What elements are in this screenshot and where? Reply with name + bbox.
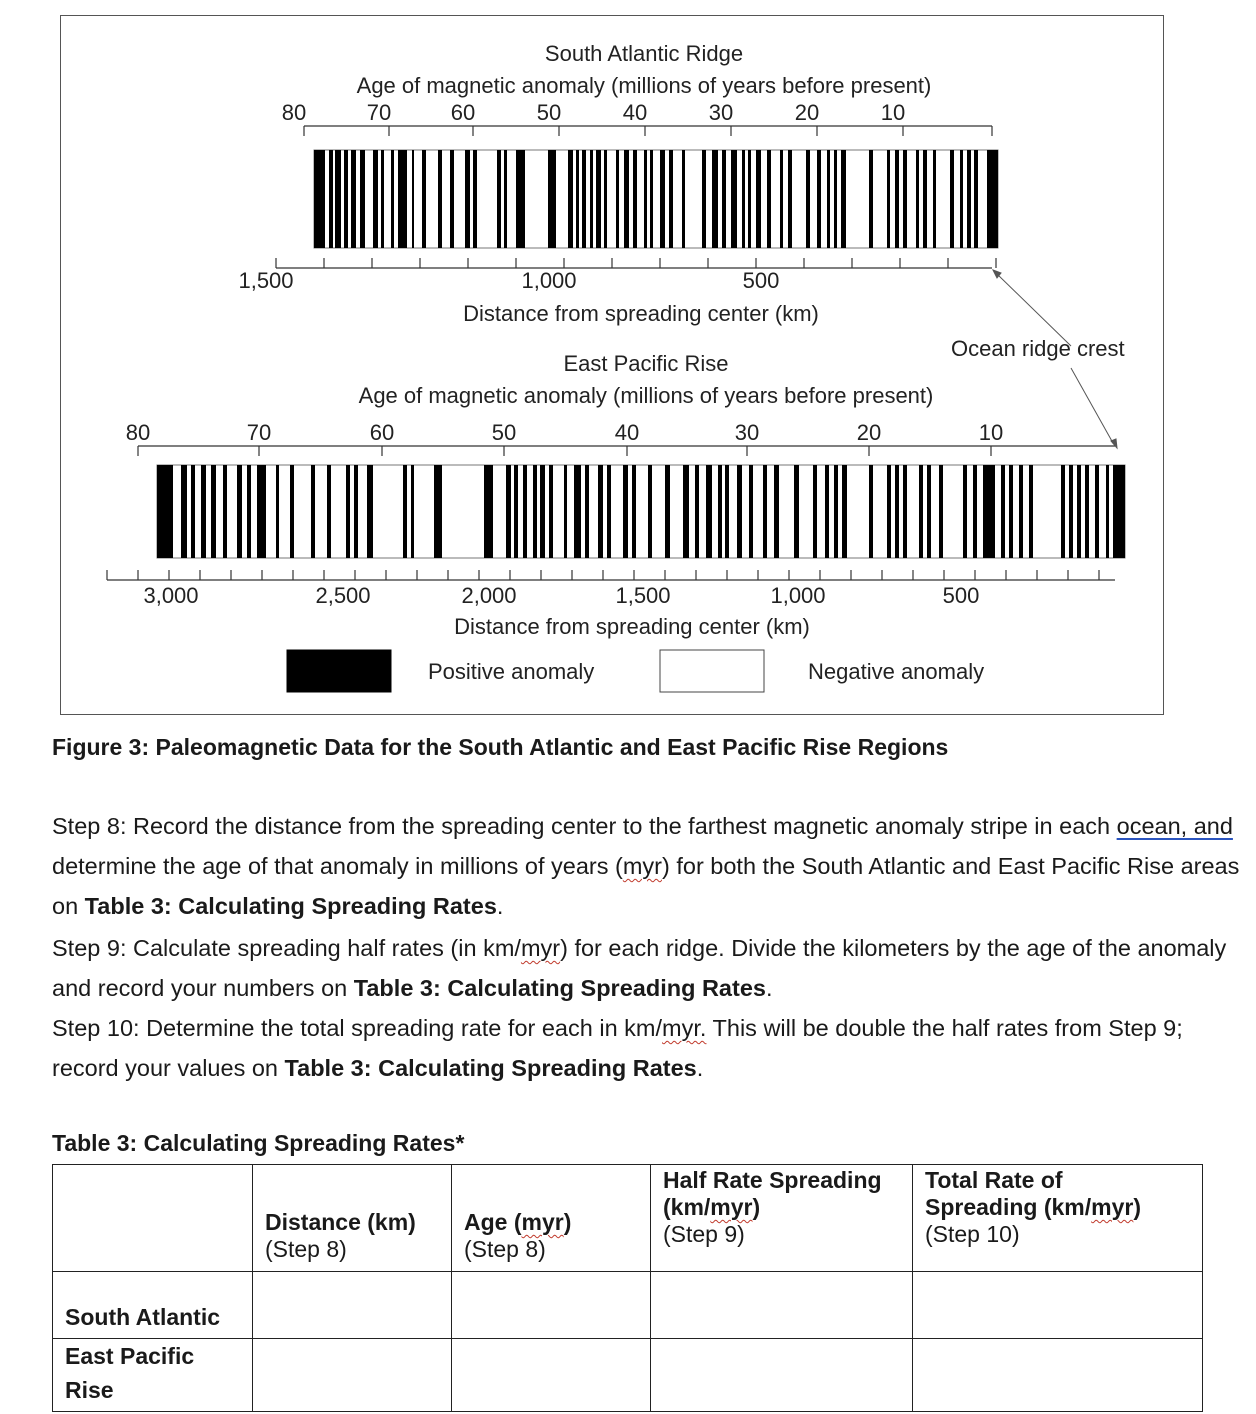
ep-positive-stripe — [887, 465, 891, 558]
sa-anomaly-stripes — [314, 150, 998, 248]
header-total-unit: Spreading (km/ — [925, 1194, 1092, 1220]
ep-positive-stripe — [706, 465, 712, 558]
ep-positive-stripe — [434, 465, 442, 558]
sa-distance-axis — [238, 258, 996, 293]
ep-age-axis-label: Age of magnetic anomaly (millions of years before present) — [358, 383, 934, 408]
step-8-table-ref: Table 3: Calculating Spreading Rates — [84, 893, 497, 919]
ep-distance-tick-label: 2,000 — [461, 583, 517, 608]
figure-svg — [61, 16, 1165, 716]
sa-positive-stripe — [473, 150, 477, 248]
sa-age-axis-label: Age of magnetic anomaly (millions of years before present) — [356, 73, 932, 98]
sa-age-tick-label: 60 — [450, 100, 476, 125]
ep-positive-stripe — [1069, 465, 1073, 558]
sa-positive-stripe — [351, 150, 356, 248]
step-9-myr: myr — [520, 935, 561, 961]
ep-positive-stripe — [1113, 465, 1125, 558]
header-half-close: ) — [752, 1194, 761, 1220]
step-10-table-ref: Table 3: Calculating Spreading Rates — [284, 1055, 697, 1081]
ocean-ridge-crest-label: Ocean ridge crest — [951, 336, 1125, 361]
ep-positive-stripe — [973, 465, 977, 558]
header-total-close: ) — [1133, 1194, 1142, 1220]
sa-positive-stripe — [335, 150, 341, 248]
ep-age-tick-label: 10 — [978, 420, 1004, 445]
ep-positive-stripe — [903, 465, 907, 558]
ep-positive-stripe — [506, 465, 511, 558]
step-10 — [52, 1008, 1242, 1088]
ep-positive-stripe — [737, 465, 742, 558]
row-label-east-pacific: East Pacific Rise — [53, 1339, 253, 1412]
instructions — [52, 806, 1242, 1088]
sa-positive-stripe — [722, 150, 726, 248]
sa-positive-stripe — [967, 150, 971, 248]
ep-age-tick-label: 40 — [614, 420, 640, 445]
step-9 — [52, 928, 1242, 1008]
header-half-step: (Step 9) — [663, 1221, 745, 1247]
sa-positive-stripe — [731, 150, 737, 248]
legend-positive-label: Positive anomaly — [428, 659, 595, 684]
header-distance-step: (Step 8) — [265, 1236, 347, 1262]
ep-age-tick-label: 20 — [856, 420, 882, 445]
sa-positive-stripe — [916, 150, 919, 248]
ep-positive-stripe — [1001, 465, 1005, 558]
ep-positive-stripe — [869, 465, 873, 558]
sa-positive-stripe — [669, 150, 673, 248]
sa-positive-stripe — [960, 150, 963, 248]
sa-age-axis — [282, 100, 992, 136]
step-10-text-b: This will be double the half rates from Step 9; record your values on — [52, 1015, 1183, 1081]
ep-positive-stripe — [564, 465, 567, 558]
header-half-rate — [651, 1165, 913, 1272]
sa-positive-stripe — [869, 150, 873, 248]
sa-positive-stripe — [596, 150, 601, 248]
ep-positive-stripe — [813, 465, 817, 558]
ep-stripe-band — [157, 465, 1125, 558]
sa-positive-stripe — [373, 150, 378, 248]
sa-positive-stripe — [548, 150, 556, 248]
header-distance-label: Distance (km) — [265, 1209, 416, 1235]
ep-age-tick-label: 80 — [125, 420, 151, 445]
sa-positive-stripe — [391, 150, 394, 248]
ep-positive-stripe — [1029, 465, 1033, 558]
ep-positive-stripe — [607, 465, 611, 558]
paleomagnetic-figure — [60, 15, 1164, 715]
sa-positive-stripe — [817, 150, 821, 248]
sa-positive-stripe — [834, 150, 837, 248]
header-age-close: ) — [563, 1209, 572, 1235]
header-total-rate — [913, 1165, 1203, 1272]
sa-distance-axis-label: Distance from spreading center (km) — [463, 301, 819, 326]
header-age-label: Age ( — [464, 1209, 522, 1235]
sa-positive-stripe — [702, 150, 706, 248]
sa-positive-stripe — [381, 150, 384, 248]
ep-positive-stripe — [794, 465, 799, 558]
ep-positive-stripe — [237, 465, 242, 558]
header-half-myr: myr — [710, 1194, 753, 1220]
ep-distance-tick-label: 1,000 — [770, 583, 826, 608]
legend-negative-swatch — [660, 650, 764, 692]
row-label-south-atlantic: South Atlantic — [53, 1272, 253, 1339]
header-age-myr: myr — [521, 1209, 564, 1235]
ep-positive-stripe — [1009, 465, 1013, 558]
ep-anomaly-stripes — [157, 465, 1125, 558]
step-8-text-c: ) for both the South Atlantic and East Pacific Rise areas on — [52, 853, 1240, 919]
ep-positive-stripe — [403, 465, 407, 558]
ep-positive-stripe — [484, 465, 493, 558]
sa-positive-stripe — [644, 150, 647, 248]
ep-positive-stripe — [523, 465, 527, 558]
sa-age-tick-label: 20 — [794, 100, 820, 125]
sa-age-tick-label: 40 — [622, 100, 648, 125]
ep-positive-stripe — [276, 465, 279, 558]
ep-positive-stripe — [157, 465, 173, 558]
ep-positive-stripe — [327, 465, 331, 558]
ep-positive-stripe — [290, 465, 294, 558]
sa-positive-stripe — [987, 150, 998, 248]
table-header-row — [53, 1165, 1203, 1272]
ep-distance-axis — [107, 570, 1115, 608]
sa-positive-stripe — [933, 150, 936, 248]
sa-positive-stripe — [712, 150, 718, 248]
ep-positive-stripe — [1106, 465, 1109, 558]
legend-negative-label: Negative anomaly — [808, 659, 985, 684]
ep-positive-stripe — [1085, 465, 1089, 558]
table-row — [53, 1272, 1203, 1339]
ep-positive-stripe — [683, 465, 689, 558]
ep-positive-stripe — [1019, 465, 1023, 558]
ep-positive-stripe — [983, 465, 995, 558]
ep-age-tick-label: 50 — [491, 420, 517, 445]
table-title: Table 3: Calculating Spreading Rates* — [52, 1130, 465, 1156]
sa-positive-stripe — [682, 150, 685, 248]
ep-positive-stripe — [191, 465, 195, 558]
ep-positive-stripe — [749, 465, 753, 558]
step-9-text: Step 9: Calculate spreading half rates (in km/ — [52, 935, 521, 961]
ep-positive-stripe — [927, 465, 931, 558]
ep-positive-stripe — [725, 465, 729, 558]
sa-positive-stripe — [903, 150, 907, 248]
sa-positive-stripe — [412, 150, 414, 248]
step-10-myr: myr. — [662, 1015, 707, 1041]
step-9-end: . — [765, 975, 773, 1001]
ep-positive-stripe — [257, 465, 266, 558]
header-total-myr: myr — [1091, 1194, 1134, 1220]
ep-positive-stripe — [574, 465, 581, 558]
sa-positive-stripe — [344, 150, 348, 248]
sa-positive-stripe — [895, 150, 899, 248]
step-8-ocean: ocean, and — [1116, 813, 1233, 839]
step-9-text-b: ) for each ridge. Divide the kilometers by the age of the anomaly and record your numbers on — [52, 935, 1227, 1001]
sa-positive-stripe — [767, 150, 771, 248]
ep-positive-stripe — [825, 465, 829, 558]
sa-distance-tick-label: 500 — [742, 268, 780, 293]
step-8-text-b: determine the age of that anomaly in millions of years ( — [52, 853, 623, 879]
ep-positive-stripe — [1061, 465, 1065, 558]
ep-positive-stripe — [763, 465, 767, 558]
ep-distance-tick-label: 3,000 — [143, 583, 199, 608]
ep-distance-axis-label: Distance from spreading center (km) — [454, 614, 810, 639]
step-8-myr: myr — [622, 853, 662, 879]
ep-positive-stripe — [648, 465, 652, 558]
sa-positive-stripe — [582, 150, 586, 248]
cell-ep-total-rate[interactable] — [913, 1339, 1203, 1412]
ep-positive-stripe — [211, 465, 216, 558]
ep-age-axis — [126, 420, 1115, 456]
sa-positive-stripe — [633, 150, 637, 248]
sa-positive-stripe — [974, 150, 978, 248]
ep-positive-stripe — [549, 465, 553, 558]
sa-distance-tick-label: 1,000 — [521, 268, 577, 293]
sa-positive-stripe — [624, 150, 629, 248]
figure-caption: Figure 3: Paleomagnetic Data for the South Atlantic and East Pacific Rise Regions — [52, 734, 949, 760]
sa-positive-stripe — [923, 150, 927, 248]
ep-distance-tick-label: 1,500 — [615, 583, 671, 608]
sa-positive-stripe — [422, 150, 426, 248]
ep-positive-stripe — [842, 465, 847, 558]
table-row — [53, 1339, 1203, 1412]
ep-positive-stripe — [1095, 465, 1099, 558]
step-8-end: . — [496, 893, 504, 919]
header-empty-cell — [53, 1165, 253, 1272]
ep-positive-stripe — [632, 465, 636, 558]
header-distance — [253, 1165, 452, 1272]
header-age-step: (Step 8) — [464, 1236, 546, 1262]
step-9-table-ref: Table 3: Calculating Spreading Rates — [353, 975, 766, 1001]
ep-positive-stripe — [585, 465, 589, 558]
ep-positive-stripe — [411, 465, 414, 558]
sa-positive-stripe — [827, 150, 830, 248]
sa-positive-stripe — [756, 150, 761, 248]
cell-sa-total-rate[interactable] — [913, 1272, 1203, 1339]
ep-distance-tick-label: 2,500 — [315, 583, 371, 608]
step-10-text: Step 10: Determine the total spreading rate for each in km/ — [52, 1015, 663, 1041]
sa-positive-stripe — [742, 150, 745, 248]
cell-sa-half-rate[interactable] — [651, 1272, 913, 1339]
ep-positive-stripe — [665, 465, 670, 558]
cell-ep-half-rate[interactable] — [651, 1339, 913, 1412]
ep-positive-stripe — [1077, 465, 1081, 558]
sa-positive-stripe — [497, 150, 501, 248]
sa-age-tick-label: 30 — [708, 100, 734, 125]
sa-age-tick-label: 10 — [880, 100, 906, 125]
spreading-rates-table — [52, 1164, 1203, 1412]
sa-positive-stripe — [660, 150, 665, 248]
sa-age-tick-label: 80 — [281, 100, 307, 125]
ep-positive-stripe — [919, 465, 923, 558]
sa-positive-stripe — [748, 150, 751, 248]
sa-positive-stripe — [504, 150, 507, 248]
ep-positive-stripe — [533, 465, 537, 558]
sa-positive-stripe — [516, 150, 525, 248]
sa-positive-stripe — [780, 150, 783, 248]
sa-title: South Atlantic Ridge — [544, 41, 744, 66]
ep-positive-stripe — [895, 465, 899, 558]
ep-positive-stripe — [540, 465, 545, 558]
sa-distance-tick-label: 1,500 — [238, 268, 294, 293]
sa-positive-stripe — [650, 150, 653, 248]
step-10-end: . — [696, 1055, 704, 1081]
cell-sa-age[interactable] — [452, 1272, 651, 1339]
step-8-text: Step 8: Record the distance from the spreading center to the farthest magnetic anomaly stripe in each — [52, 813, 1117, 839]
sa-positive-stripe — [841, 150, 846, 248]
sa-positive-stripe — [616, 150, 619, 248]
ep-positive-stripe — [201, 465, 206, 558]
ep-positive-stripe — [223, 465, 227, 558]
cell-ep-age[interactable] — [452, 1339, 651, 1412]
legend-positive-swatch — [287, 650, 391, 692]
sa-positive-stripe — [438, 150, 442, 248]
ep-positive-stripe — [939, 465, 943, 558]
ep-positive-stripe — [774, 465, 779, 558]
ep-distance-tick-label: 500 — [942, 583, 980, 608]
header-total-label: Total Rate of — [925, 1167, 1063, 1193]
ep-positive-stripe — [623, 465, 628, 558]
ep-age-tick-label: 30 — [734, 420, 760, 445]
sa-positive-stripe — [568, 150, 573, 248]
cell-sa-distance[interactable] — [253, 1272, 452, 1339]
sa-positive-stripe — [576, 150, 579, 248]
header-total-step: (Step 10) — [925, 1221, 1020, 1247]
header-age — [452, 1165, 651, 1272]
ep-positive-stripe — [598, 465, 603, 558]
ep-age-tick-label: 60 — [369, 420, 395, 445]
ep-positive-stripe — [247, 465, 251, 558]
sa-positive-stripe — [604, 150, 607, 248]
ep-positive-stripe — [963, 465, 967, 558]
sa-positive-stripe — [450, 150, 454, 248]
ep-positive-stripe — [311, 465, 315, 558]
ep-positive-stripe — [718, 465, 722, 558]
ep-age-tick-label: 70 — [246, 420, 272, 445]
sa-positive-stripe — [329, 150, 333, 248]
ep-positive-stripe — [354, 465, 358, 558]
sa-positive-stripe — [465, 150, 470, 248]
ep-positive-stripe — [834, 465, 838, 558]
ep-positive-stripe — [695, 465, 699, 558]
step-8 — [52, 806, 1242, 926]
sa-positive-stripe — [950, 150, 954, 248]
cell-ep-distance[interactable] — [253, 1339, 452, 1412]
sa-positive-stripe — [360, 150, 365, 248]
ep-positive-stripe — [181, 465, 187, 558]
sa-positive-stripe — [788, 150, 792, 248]
sa-age-tick-label: 70 — [366, 100, 392, 125]
sa-positive-stripe — [314, 150, 325, 248]
header-half-unit: (km/ — [663, 1194, 711, 1220]
sa-positive-stripe — [887, 150, 890, 248]
ep-positive-stripe — [346, 465, 350, 558]
sa-positive-stripe — [806, 150, 810, 248]
sa-positive-stripe — [590, 150, 593, 248]
ep-positive-stripe — [367, 465, 373, 558]
sa-age-tick-label: 50 — [536, 100, 562, 125]
ep-positive-stripe — [514, 465, 518, 558]
ep-title: East Pacific Rise — [563, 351, 729, 376]
header-half-label: Half Rate Spreading — [663, 1167, 882, 1193]
sa-positive-stripe — [398, 150, 407, 248]
